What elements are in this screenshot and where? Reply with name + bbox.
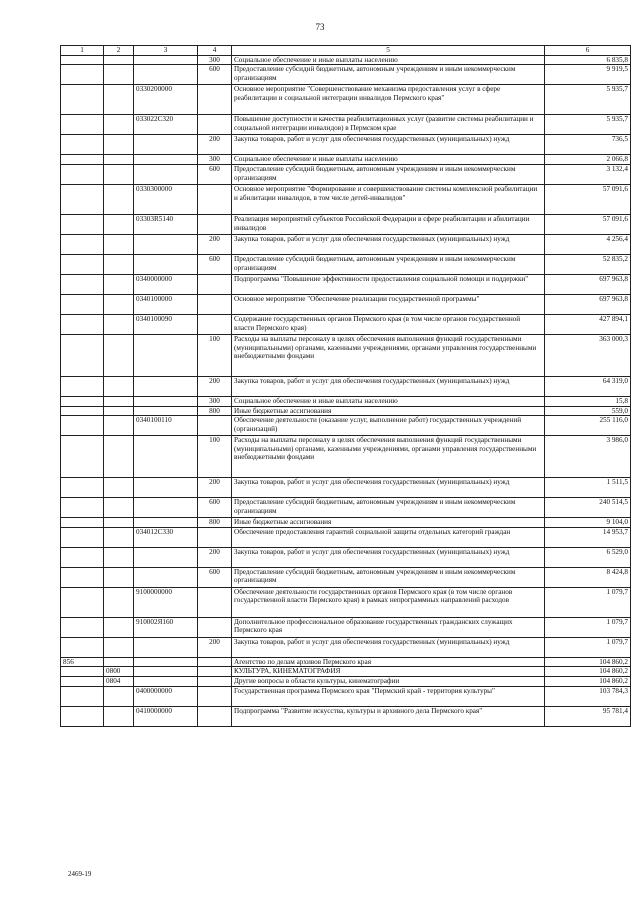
table-row [61,637,631,657]
cell-section: 0804 [104,677,134,687]
cell-amount: 3 986,0 [545,436,631,478]
cell-target-article: 0340100110 [134,416,198,436]
cell-department [61,164,104,184]
document-code: 2469-19 [68,870,92,878]
cell-department [61,254,104,274]
cell-section: 0800 [104,667,134,677]
cell-name: Обеспечение предоставления гарантий социальной защиты отдельных категорий граждан [232,527,545,547]
cell-target-article: 0340100000 [134,294,198,314]
cell-target-article: 0410000000 [134,706,198,726]
cell-amount: 427 894,1 [545,314,631,334]
table-row [61,396,631,406]
cell-name: Агентство по делам архивов Пермского края [232,657,545,667]
cell-target-article [134,667,198,677]
cell-section [104,214,134,234]
cell-section [104,254,134,274]
header-col-3: 3 [134,46,198,56]
cell-target-article: 9100000000 [134,587,198,617]
cell-amount: 9 919,5 [545,65,631,85]
cell-name: Закупка товаров, работ и услуг для обеспечения государственных (муниципальных) нужд [232,478,545,498]
cell-expense-type: 800 [198,518,232,528]
cell-target-article [134,637,198,657]
cell-amount: 6 835,8 [545,55,631,65]
cell-name: Закупка товаров, работ и услуг для обеспечения государственных (муниципальных) нужд [232,234,545,254]
cell-name: Закупка товаров, работ и услуг для обеспечения государственных (муниципальных) нужд [232,135,545,155]
table-row [61,677,631,687]
cell-target-article [134,478,198,498]
cell-name: Предоставление субсидий бюджетным, автономным учреждениям и иным некоммерческим организациям [232,567,545,587]
cell-name: Социальное обеспечение и иные выплаты населению [232,396,545,406]
cell-amount: 5 935,7 [545,115,631,135]
cell-name: Предоставление субсидий бюджетным, автономным учреждениям и иным некоммерческим организациям [232,254,545,274]
cell-target-article [134,135,198,155]
cell-target-article [134,657,198,667]
cell-department [61,667,104,677]
cell-expense-type [198,677,232,687]
cell-department [61,214,104,234]
cell-section [104,637,134,657]
table-row [61,376,631,396]
header-col-1: 1 [61,46,104,56]
budget-table [60,45,631,727]
cell-expense-type: 200 [198,637,232,657]
cell-target-article [134,234,198,254]
cell-department [61,547,104,567]
table-row [61,478,631,498]
cell-section [104,406,134,416]
cell-department [61,314,104,334]
cell-section [104,416,134,436]
cell-expense-type [198,184,232,214]
cell-department [61,85,104,115]
table-row [61,234,631,254]
cell-name: Расходы на выплаты персоналу в целях обеспечения выполнения функций государственными (муниципальными) органами, казенными учреждениями, органами управления государственными внебюджетными фондами [232,436,545,478]
header-col-5: 5 [232,46,545,56]
cell-expense-type: 600 [198,164,232,184]
cell-name: Закупка товаров, работ и услуг для обеспечения государственных (муниципальных) нужд [232,547,545,567]
cell-amount: 15,8 [545,396,631,406]
table-row [61,686,631,706]
cell-expense-type [198,294,232,314]
cell-section [104,314,134,334]
cell-department [61,406,104,416]
cell-amount: 697 963,8 [545,274,631,294]
cell-target-article: 910002Я160 [134,617,198,637]
cell-department [61,155,104,165]
cell-expense-type [198,667,232,677]
cell-section [104,617,134,637]
cell-target-article: 0330300000 [134,184,198,214]
cell-amount: 255 116,0 [545,416,631,436]
cell-expense-type [198,617,232,637]
cell-name: Иные бюджетные ассигнования [232,518,545,528]
table-row [61,706,631,726]
cell-section [104,376,134,396]
table-row [61,85,631,115]
cell-name: Основное мероприятие "Обеспечение реализации государственной программы" [232,294,545,314]
cell-amount: 1 079,7 [545,637,631,657]
cell-expense-type: 600 [198,254,232,274]
cell-target-article [134,547,198,567]
cell-department [61,274,104,294]
cell-amount: 52 835,2 [545,254,631,274]
cell-department [61,65,104,85]
cell-expense-type: 300 [198,155,232,165]
cell-department: 856 [61,657,104,667]
table-row [61,254,631,274]
table-body [61,55,631,726]
table-row [61,587,631,617]
header-col-6: 6 [545,46,631,56]
cell-expense-type: 200 [198,376,232,396]
cell-department [61,686,104,706]
cell-department [61,376,104,396]
cell-name: Подпрограмма "Повышение эффективности предоставления социальной помощи и поддержки" [232,274,545,294]
table-row [61,135,631,155]
cell-amount: 14 953,7 [545,527,631,547]
header-col-2: 2 [104,46,134,56]
header-col-4: 4 [198,46,232,56]
cell-amount: 1 079,7 [545,617,631,637]
table-row [61,617,631,637]
cell-amount: 9 104,0 [545,518,631,528]
table-row [61,527,631,547]
cell-target-article [134,376,198,396]
cell-name: Предоставление субсидий бюджетным, автономным учреждениям и иным некоммерческим организациям [232,65,545,85]
cell-target-article: 03303R5140 [134,214,198,234]
cell-section [104,436,134,478]
cell-department [61,478,104,498]
cell-amount: 64 319,0 [545,376,631,396]
cell-department [61,677,104,687]
table-row [61,274,631,294]
cell-target-article [134,518,198,528]
table-row [61,214,631,234]
cell-name: Обеспечение деятельности (оказание услуг, выполнение работ) государственных учреждений (организаций) [232,416,545,436]
cell-section [104,85,134,115]
table-row [61,498,631,518]
cell-department [61,184,104,214]
cell-amount: 6 529,0 [545,547,631,567]
cell-amount: 4 256,4 [545,234,631,254]
table-row [61,406,631,416]
cell-amount: 57 091,6 [545,214,631,234]
cell-name: Основное мероприятие "Формирование и совершенствование системы комплексной реабилитации и абилитации инвалидов, в том числе детей-инвалидов" [232,184,545,214]
cell-expense-type: 800 [198,406,232,416]
cell-amount: 95 781,4 [545,706,631,726]
cell-section [104,135,134,155]
cell-section [104,706,134,726]
table-row [61,184,631,214]
cell-section [104,518,134,528]
cell-name: Обеспечение деятельности государственных органов Пермского края (в том числе органов государственной власти Пермского края) в рамках непрограммных направлений расходов [232,587,545,617]
cell-target-article [134,164,198,184]
cell-expense-type: 300 [198,55,232,65]
cell-amount: 104 860,2 [545,657,631,667]
cell-amount: 363 000,3 [545,334,631,376]
cell-section [104,396,134,406]
cell-section [104,164,134,184]
cell-section [104,498,134,518]
table-row [61,155,631,165]
cell-name: Предоставление субсидий бюджетным, автономным учреждениям и иным некоммерческим организациям [232,164,545,184]
cell-expense-type: 200 [198,234,232,254]
cell-section [104,686,134,706]
cell-expense-type: 200 [198,478,232,498]
table-row [61,518,631,528]
cell-target-article: 0400000000 [134,686,198,706]
cell-name: Расходы на выплаты персоналу в целях обеспечения выполнения функций государственными (муниципальными) органами, казенными учреждениями, органами управления государственными внебюджетными фондами [232,334,545,376]
table-row [61,547,631,567]
table-row [61,567,631,587]
cell-section [104,547,134,567]
cell-target-article [134,55,198,65]
cell-expense-type: 300 [198,396,232,406]
cell-name: Повышение доступности и качества реабилитационных услуг (развитие системы реабилитации и социальной интеграции инвалидов) в Пермском крае [232,115,545,135]
cell-target-article: 0340000000 [134,274,198,294]
cell-expense-type [198,274,232,294]
table-row [61,164,631,184]
cell-name: Социальное обеспечение и иные выплаты населению [232,155,545,165]
table-row [61,436,631,478]
cell-expense-type: 600 [198,65,232,85]
cell-amount: 240 514,5 [545,498,631,518]
cell-section [104,274,134,294]
cell-section [104,527,134,547]
cell-target-article: 033022С320 [134,115,198,135]
cell-amount: 2 066,8 [545,155,631,165]
page-number: 73 [315,22,325,32]
cell-expense-type [198,587,232,617]
cell-expense-type [198,416,232,436]
cell-expense-type: 100 [198,436,232,478]
cell-target-article [134,65,198,85]
table-row [61,667,631,677]
cell-name: Государственная программа Пермского края "Пермский край - территория культуры" [232,686,545,706]
cell-department [61,294,104,314]
cell-name: Предоставление субсидий бюджетным, автономным учреждениям и иным некоммерческим организациям [232,498,545,518]
cell-department [61,637,104,657]
cell-expense-type [198,85,232,115]
cell-name: Иные бюджетные ассигнования [232,406,545,416]
cell-expense-type: 200 [198,547,232,567]
cell-expense-type: 200 [198,135,232,155]
cell-section [104,65,134,85]
cell-section [104,115,134,135]
cell-department [61,587,104,617]
cell-name: Основное мероприятие "Совершенствование механизма предоставления услуг в сфере реабилитации и социальной интеграции инвалидов Пермского края" [232,85,545,115]
cell-section [104,184,134,214]
cell-section [104,657,134,667]
table-row [61,65,631,85]
cell-department [61,436,104,478]
cell-department [61,334,104,376]
cell-amount: 3 132,4 [545,164,631,184]
cell-target-article: 034012С330 [134,527,198,547]
cell-target-article [134,406,198,416]
cell-name: Закупка товаров, работ и услуг для обеспечения государственных (муниципальных) нужд [232,376,545,396]
table-row [61,294,631,314]
cell-name: Другие вопросы в области культуры, кинематографии [232,677,545,687]
cell-name: Закупка товаров, работ и услуг для обеспечения государственных (муниципальных) нужд [232,637,545,657]
cell-name: Содержание государственных органов Пермского края (в том числе органов государственной власти Пермского края) [232,314,545,334]
cell-amount: 559,0 [545,406,631,416]
cell-section [104,294,134,314]
cell-expense-type [198,314,232,334]
cell-target-article [134,334,198,376]
cell-expense-type: 100 [198,334,232,376]
cell-amount: 104 860,2 [545,677,631,687]
cell-section [104,55,134,65]
cell-amount: 5 935,7 [545,85,631,115]
cell-department [61,527,104,547]
cell-name: Подпрограмма "Развитие искусства, культуры и архивного дела Пермского края" [232,706,545,726]
cell-expense-type: 600 [198,567,232,587]
cell-amount: 57 091,6 [545,184,631,214]
cell-amount: 736,5 [545,135,631,155]
cell-expense-type [198,686,232,706]
cell-name: Дополнительное профессиональное образование государственных гражданских служащих Пермского края [232,617,545,637]
cell-name: КУЛЬТУРА, КИНЕМАТОГРАФИЯ [232,667,545,677]
cell-department [61,234,104,254]
cell-department [61,416,104,436]
cell-amount: 1 511,5 [545,478,631,498]
cell-expense-type [198,214,232,234]
cell-department [61,706,104,726]
cell-target-article [134,254,198,274]
table-row [61,416,631,436]
cell-amount: 1 079,7 [545,587,631,617]
cell-amount: 104 860,2 [545,667,631,677]
cell-department [61,567,104,587]
cell-target-article [134,567,198,587]
cell-name: Реализация мероприятий субъектов Российской Федерации в сфере реабилитации и абилитации инвалидов [232,214,545,234]
cell-department [61,55,104,65]
cell-section [104,567,134,587]
cell-target-article: 0340100090 [134,314,198,334]
header-row [61,46,631,56]
cell-expense-type [198,115,232,135]
cell-target-article [134,677,198,687]
cell-amount: 8 424,8 [545,567,631,587]
cell-department [61,396,104,406]
cell-department [61,518,104,528]
cell-section [104,155,134,165]
cell-section [104,334,134,376]
cell-expense-type [198,527,232,547]
cell-section [104,234,134,254]
cell-section [104,478,134,498]
table-row [61,334,631,376]
cell-target-article [134,498,198,518]
cell-expense-type: 600 [198,498,232,518]
table-row [61,55,631,65]
cell-amount: 697 963,8 [545,294,631,314]
table-row [61,115,631,135]
cell-department [61,115,104,135]
cell-expense-type [198,706,232,726]
cell-target-article [134,396,198,406]
cell-amount: 103 784,3 [545,686,631,706]
cell-target-article [134,155,198,165]
cell-target-article [134,436,198,478]
table-row [61,314,631,334]
cell-expense-type [198,657,232,667]
cell-name: Социальное обеспечение и иные выплаты населению [232,55,545,65]
cell-department [61,135,104,155]
cell-section [104,587,134,617]
cell-target-article: 0330200000 [134,85,198,115]
cell-department [61,617,104,637]
cell-department [61,498,104,518]
table-row [61,657,631,667]
